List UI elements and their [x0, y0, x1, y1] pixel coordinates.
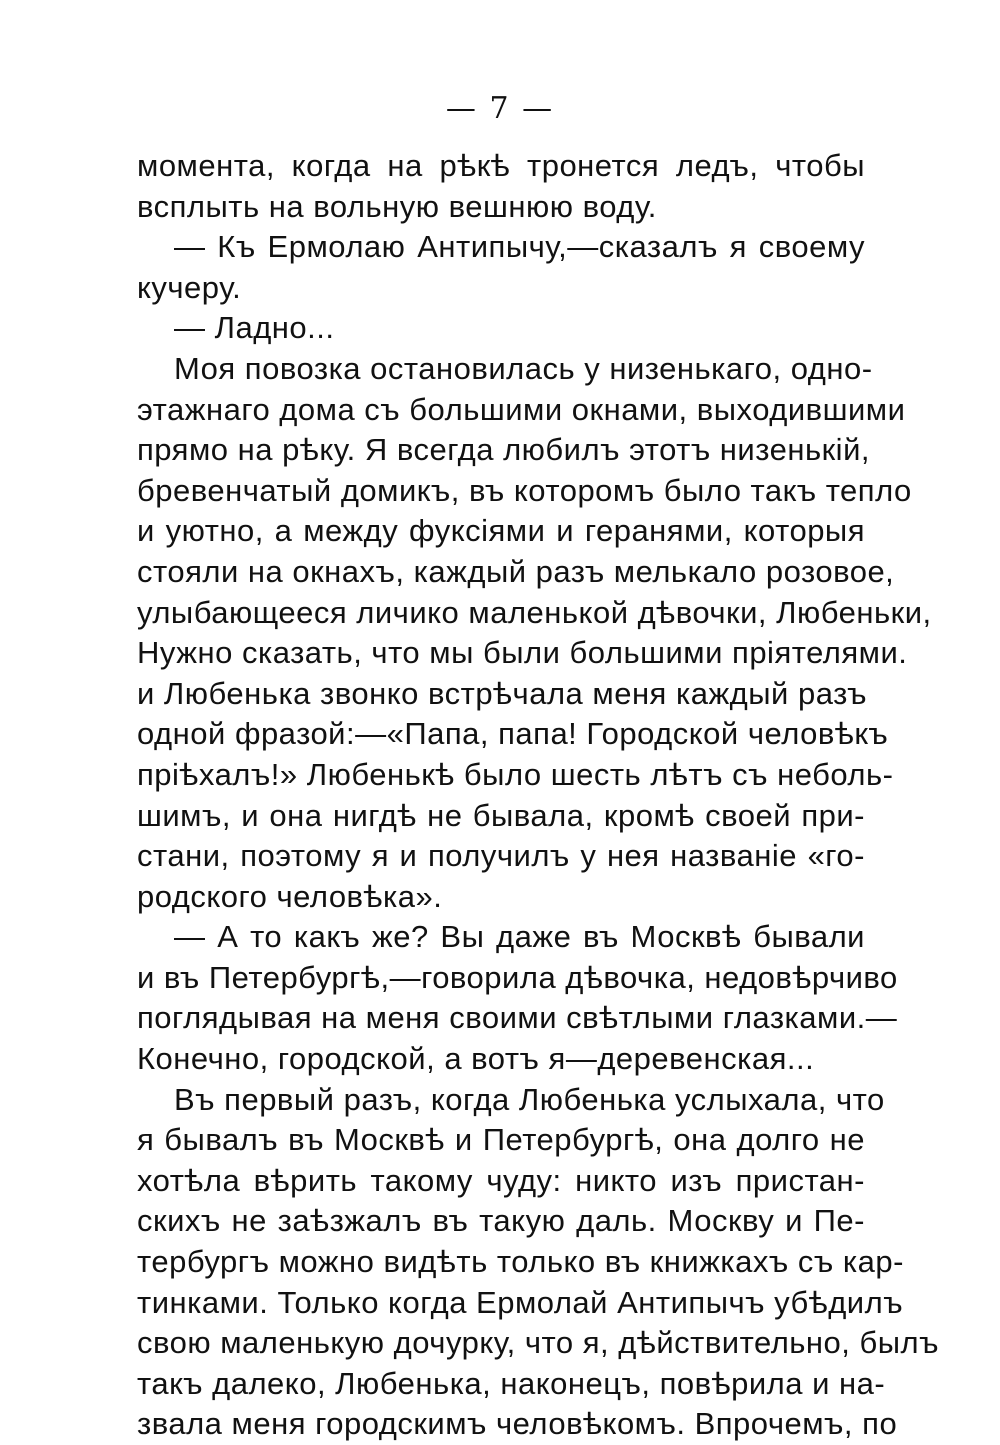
text-line: скихъ не заѣзжалъ въ такую даль. Москву и Пе-: [137, 1203, 865, 1239]
text-line: пріѣхалъ!» Любенькѣ было шесть лѣтъ съ неболь-: [137, 756, 894, 792]
text-line: родского человѣка».: [137, 878, 443, 914]
text-line: улыбающееся личико маленькой дѣвочки, Любеньки,: [137, 594, 932, 630]
text-line: — Ладно...: [174, 310, 335, 346]
text-line: и уютно, а между фуксіями и геранями, которыя: [137, 513, 865, 549]
text-line: Въ первый разъ, когда Любенька услыхала, что: [174, 1081, 885, 1117]
text-line: — Къ Ермолаю Антипычу,—сказалъ я своему: [174, 229, 865, 265]
text-line: шимъ, и она нигдѣ не бывала, кромѣ своей при-: [137, 797, 865, 833]
text-line: и Любенька звонко встрѣчала меня каждый разъ: [137, 675, 868, 711]
body-text: [137, 146, 940, 1445]
text-line: звала меня городскимъ человѣкомъ. Впрочемъ, по: [137, 1406, 898, 1442]
text-line: бревенчатый домикъ, въ которомъ было такъ тепло: [137, 472, 912, 508]
text-line: кучеру.: [137, 269, 242, 305]
text-line: такъ далеко, Любенька, наконецъ, повѣрила и на-: [137, 1365, 886, 1401]
text-line: и въ Петербургѣ,—говорила дѣвочка, недовѣрчиво: [137, 959, 898, 995]
text-line: — А то какъ же? Вы даже въ Москвѣ бывали: [174, 919, 865, 955]
text-line: Нужно сказать, что мы были большими пріятелями.: [137, 635, 908, 671]
text-line: всплыть на вольную вешнюю воду.: [137, 188, 657, 224]
text-line: стояли на окнахъ, каждый разъ мелькало розовое,: [137, 553, 895, 589]
text-line: тербургъ можно видѣть только въ книжкахъ съ кар-: [137, 1244, 904, 1280]
text-line: прямо на рѣку. Я всегда любилъ этотъ низенькій,: [137, 432, 871, 468]
text-line: стани, поэтому я и получилъ у нея названіе «го-: [137, 838, 865, 874]
text-line: этажнаго дома съ большими окнами, выходившими: [137, 391, 906, 427]
text-line: я бывалъ въ Москвѣ и Петербургѣ, она долго не: [137, 1122, 865, 1158]
text-line: момента, когда на рѣкѣ тронется ледъ, чтобы: [137, 148, 865, 183]
text-line: Моя повозка остановилась у низенькаго, одно-: [174, 350, 873, 386]
page-number: — 7 —: [445, 91, 555, 126]
text-line: хотѣла вѣрить такому чуду: никто изъ пристан-: [137, 1162, 865, 1198]
text-line: тинками. Только когда Ермолай Антипычъ убѣдилъ: [137, 1284, 904, 1320]
text-line: одной фразой:—«Папа, папа! Городской человѣкъ: [137, 716, 889, 752]
text-line: свою маленькую дочурку, что я, дѣйствительно, былъ: [137, 1325, 940, 1361]
text-line: Конечно, городской, а вотъ я—деревенская...: [137, 1041, 815, 1077]
text-line: поглядывая на меня своими свѣтлыми глазками.—: [137, 1000, 898, 1036]
